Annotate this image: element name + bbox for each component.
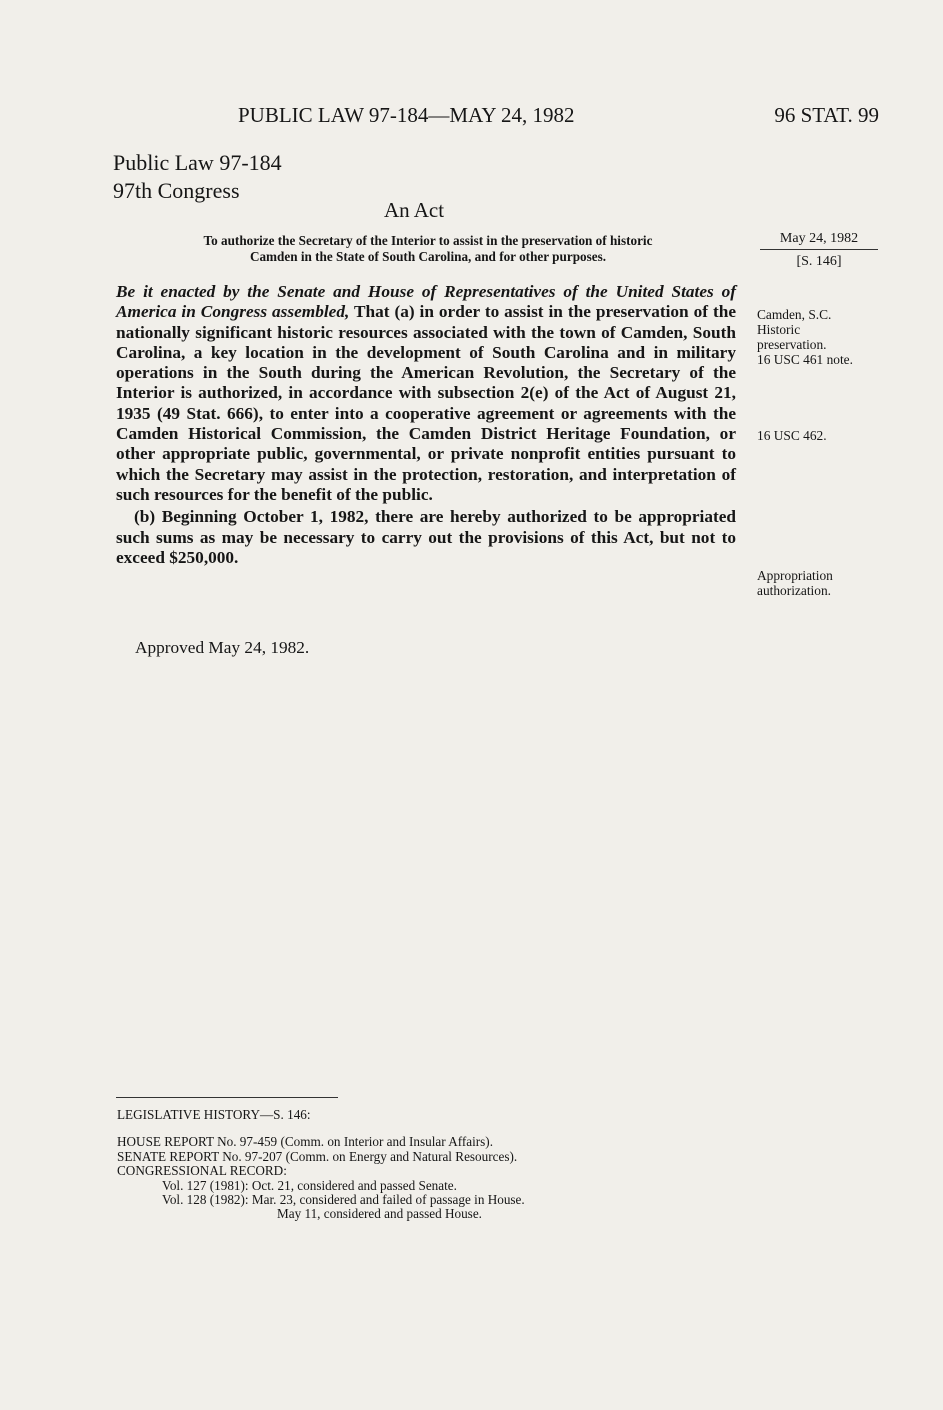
- approval-date: Approved May 24, 1982.: [135, 638, 310, 657]
- section-a: [116, 282, 736, 505]
- margin-note-usc: 16 USC 462.: [757, 428, 827, 443]
- margin-note-line: 16 USC 461 note.: [757, 352, 853, 367]
- bill-number: [S. 146]: [796, 254, 842, 269]
- running-title: PUBLIC LAW 97-184—MAY 24, 1982: [238, 103, 575, 127]
- purpose-line-2: Camden in the State of South Carolina, and for other purposes.: [249, 249, 607, 264]
- senate-report: SENATE REPORT No. 97-207 (Comm. on Energy and Natural Resources).: [117, 1148, 518, 1164]
- enactment-date: May 24, 1982: [760, 231, 878, 250]
- act-body: [116, 282, 736, 568]
- law-number: Public Law 97-184: [113, 150, 282, 175]
- enactment-date-block: [760, 231, 878, 270]
- page-reference: 96 STAT. 99: [774, 103, 879, 127]
- act-title: An Act: [384, 198, 445, 222]
- purpose-statement: [118, 233, 738, 265]
- margin-note-appropriation: [757, 568, 833, 598]
- congress-number: 97th Congress: [113, 178, 240, 203]
- law-identification: [113, 149, 282, 205]
- enacting-clause: Be it enacted by the Senate and House of Representatives of the United States of America in Congress assembled,: [116, 282, 736, 322]
- history-divider: [116, 1097, 338, 1098]
- record-vol-128: Vol. 128 (1982): Mar. 23, considered and failed of passage in House.: [162, 1192, 525, 1208]
- record-vol-127: Vol. 127 (1981): Oct. 21, considered and passed Senate.: [162, 1177, 457, 1193]
- congressional-record: CONGRESSIONAL RECORD:: [117, 1163, 287, 1179]
- purpose-line-1: To authorize the Secretary of the Interior to assist in the preservation of historic: [203, 233, 653, 248]
- margin-note-line: Historic: [757, 322, 801, 337]
- house-report: HOUSE REPORT No. 97-459 (Comm. on Interior and Insular Affairs).: [117, 1134, 493, 1150]
- margin-note-line: authorization.: [757, 583, 831, 598]
- section-a-text: That (a) in order to assist in the preservation of the nationally significant historic resources associated with the town of Camden, South Carolina, a key location in the development of South Carolina and in military operations in the South during the American Revolution, the Secretary of the Interior is authorized, in accordance with subsection 2(e) of the Act of August 21, 1935 (49 Stat. 666), to enter into a cooperative agreement or agreements with the Camden Historical Commission, the Camden District Heritage Foundation, or other appropriate public, governmental, or private nonprofit entities pursuant to which the Secretary may assist in the protection, restoration, and interpretation of such resources for the benefit of the public.: [116, 302, 736, 504]
- record-vol-128-may: May 11, considered and passed House.: [277, 1206, 482, 1222]
- margin-note-line: preservation.: [757, 337, 827, 352]
- section-b: (b) Beginning October 1, 1982, there are hereby authorized to be appropriated such sums as may be necessary to carry out the provisions of this Act, but not to exceed $250,000.: [116, 507, 736, 567]
- legislative-history: [117, 1108, 525, 1222]
- margin-note-line: Camden, S.C.: [757, 307, 832, 322]
- margin-note-camden: [757, 307, 853, 367]
- history-heading: LEGISLATIVE HISTORY—S. 146:: [117, 1107, 311, 1122]
- margin-note-line: Appropriation: [757, 568, 833, 583]
